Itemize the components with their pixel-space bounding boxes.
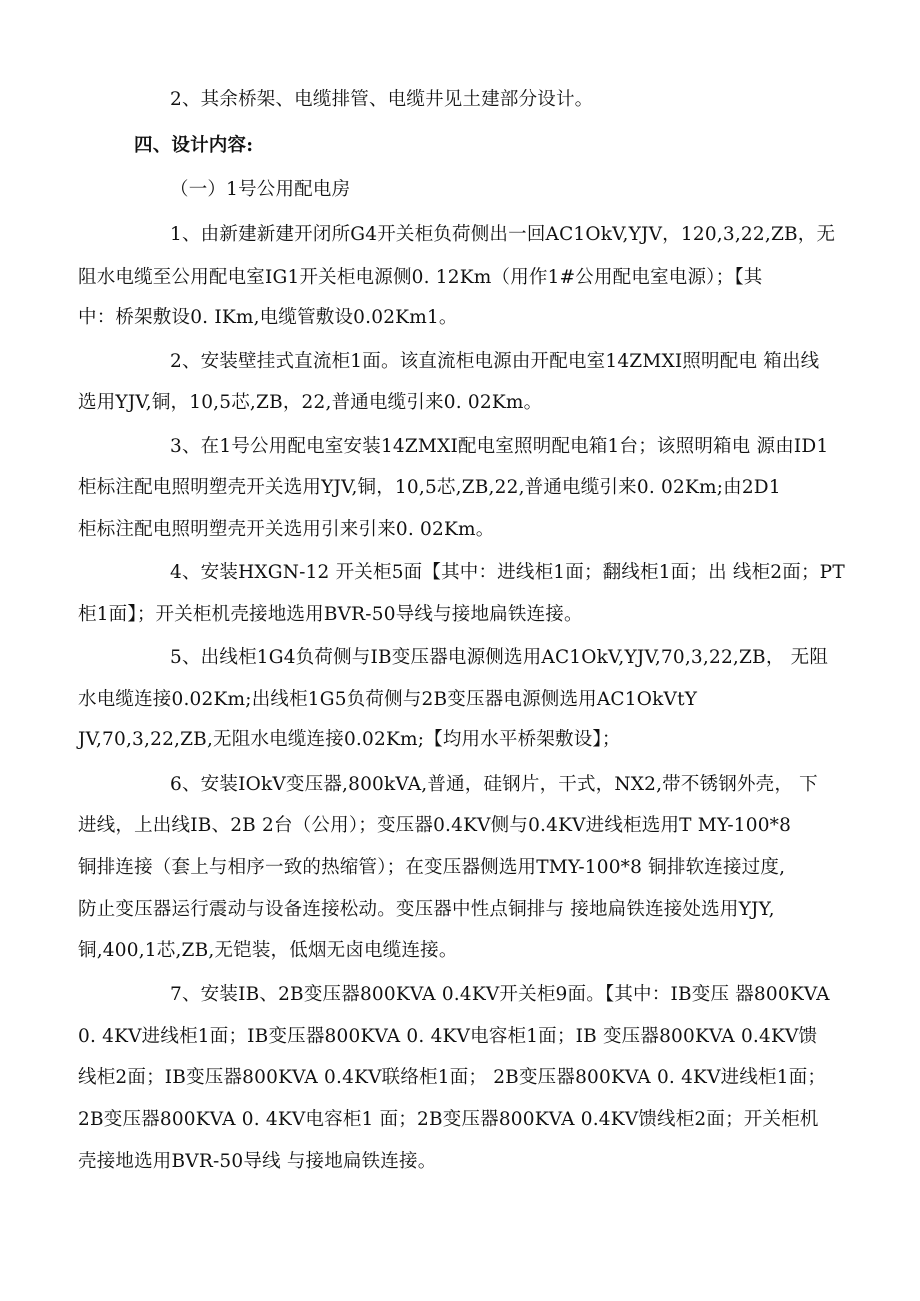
paragraph-7-line-4: 2B变压器800KVA 0. 4KV电容柜1 面；2B变压器800KVA 0.4KV馈线柜2面；开关柜机 — [78, 1109, 819, 1130]
paragraph-1-line-1: 1、由新建新建开闭所G4开关柜负荷侧出一回AC1OkV,YJV，120,3,22,ZB，无 — [170, 224, 836, 245]
paragraph-2-line-2: 选用YJV,铜，10,5芯,ZB，22,普通电缆引来0. 02Km。 — [78, 392, 543, 413]
paragraph-5-line-3: JV,70,3,22,ZB,无阻水电缆连接0.02Km;【均用水平桥架敷设】； — [78, 729, 621, 750]
section-heading-design-content: 四、设计内容: — [134, 135, 254, 156]
paragraph-7-line-5: 壳接地选用BVR-50导线 与接地扁铁连接。 — [78, 1151, 437, 1172]
paragraph-4-line-1: 4、安装HXGN-12 开关柜5面【其中：进线柜1面；翻线柜1面；出 线柜2面；PT — [170, 562, 845, 583]
subsection-title-room-1: （一）1号公用配电房 — [170, 179, 351, 200]
paragraph-4-line-2: 柜1面】；开关柜机壳接地选用BVR-50导线与接地扁铁连接。 — [78, 604, 583, 625]
paragraph-6-line-4: 防止变压器运行震动与设备连接松动。变压器中性点铜排与 接地扁铁连接处选用YJY, — [78, 899, 775, 920]
paragraph-7-line-1: 7、安装IB、2B变压器800KVA 0.4KV开关柜9面。【其中：IB变压 器800KVA — [170, 984, 830, 1005]
paragraph-6-line-3: 铜排连接（套上与相序一致的热缩管）；在变压器侧选用TMY-100*8 铜排软连接过度, — [78, 857, 786, 878]
paragraph-7-line-3: 线柜2面；IB变压器800KVA 0.4KV联络柜1面； 2B变压器800KVA 0. 4KV进线柜1面； — [78, 1067, 827, 1088]
paragraph-2-line-1: 2、安装壁挂式直流柜1面。该直流柜电源由开配电室14ZMXI照明配电 箱出线 — [170, 351, 820, 372]
paragraph-1-line-3: 中：桥架敷设0. IKm,电缆管敷设0.02Km1。 — [78, 307, 458, 328]
paragraph-1-line-2: 阻水电缆至公用配电室IG1开关柜电源侧0. 12Km（用作1#公用配电室电源）；【其 — [78, 267, 763, 288]
item-2-other-works: 2、其余桥架、电缆排管、电缆井见土建部分设计。 — [170, 89, 594, 110]
paragraph-6-line-2: 进线，上出线IB、2B 2台（公用）；变压器0.4KV侧与0.4KV进线柜选用T MY-100*8 — [78, 815, 792, 836]
paragraph-5-line-2: 水电缆连接0.02Km;出线柜1G5负荷侧与2B变压器电源侧选用AC1OkVtY — [78, 689, 698, 710]
paragraph-5-line-1: 5、出线柜1G4负荷侧与IB变压器电源侧选用AC1OkV,YJV,70,3,22,ZB， 无阻 — [170, 647, 829, 668]
paragraph-6-line-1: 6、安装IOkV变压器,800kVA,普通，硅钢片，干式，NX2,带不锈钢外壳， 下 — [170, 774, 818, 795]
paragraph-3-line-3: 柜标注配电照明塑壳开关选用引来引来0. 02Km。 — [78, 519, 495, 540]
paragraph-3-line-1: 3、在1号公用配电室安装14ZMXI配电室照明配电箱1台；该照明箱电 源由ID1 — [170, 436, 829, 457]
paragraph-6-line-5: 铜,400,1芯,ZB,无铠装，低烟无卤电缆连接。 — [78, 940, 458, 961]
paragraph-7-line-2: 0. 4KV进线柜1面；IB变压器800KVA 0. 4KV电容柜1面；IB 变压器800KVA 0.4KV馈 — [78, 1026, 818, 1047]
paragraph-3-line-2: 柜标注配电照明塑壳开关选用YJV,铜，10,5芯,ZB,22,普通电缆引来0. 02Km;由2D1 — [78, 477, 781, 498]
